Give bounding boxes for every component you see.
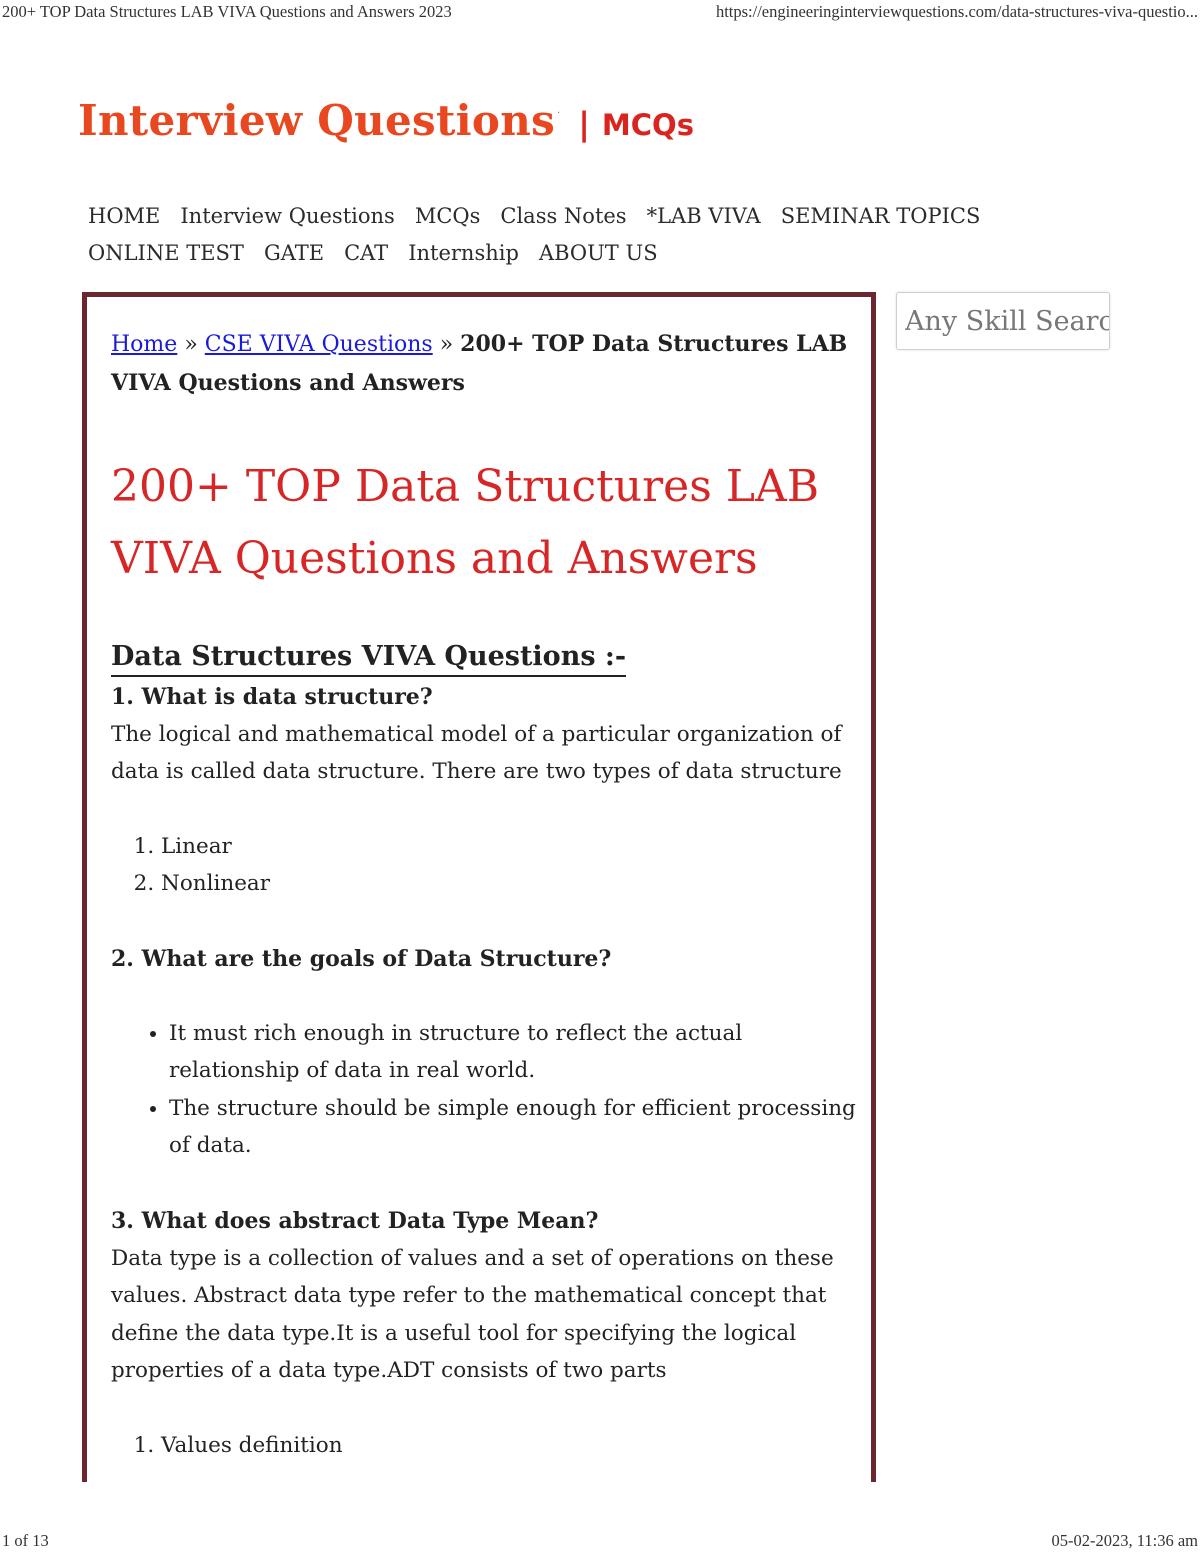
nav-item-mcqs[interactable]: MCQs	[414, 204, 481, 228]
section-heading: Data Structures VIVA Questions :-	[111, 639, 626, 677]
main-nav	[88, 198, 1078, 272]
logo-sub-text: MCQs	[601, 108, 694, 142]
nav-item-class-notes[interactable]: Class Notes	[500, 204, 627, 228]
logo-trademark: .	[557, 105, 561, 116]
list-item: • The structure should be simple enough for efficient processing of data.	[169, 1090, 871, 1165]
print-footer	[0, 1531, 1200, 1553]
nav-item-lab-viva[interactable]: *LAB VIVA	[646, 204, 761, 228]
search-input[interactable]	[897, 293, 1109, 349]
breadcrumb-current: 200+ TOP Data Structures LAB VIVA Questions and Answers	[111, 331, 848, 396]
list-item: • It must rich enough in structure to reflect the actual relationship of data in real world.	[169, 1015, 871, 1090]
nav-item-interview-questions[interactable]: Interview Questions	[180, 204, 395, 228]
question-1: 1. What is data structure?	[111, 683, 433, 710]
article-container	[82, 292, 876, 1482]
answer-2-list	[111, 1015, 871, 1165]
answer-3: Data type is a collection of values and a set of operations on these values. Abstract data type refer to the mathematical concept that define the data type.It is a useful tool for specifying the logical properties of a data type.ADT consists of two parts	[111, 1245, 834, 1383]
breadcrumb-category-link[interactable]: CSE VIVA Questions	[204, 332, 433, 357]
answer-1: The logical and mathematical model of a particular organization of data is called data structure. There are two types of data structure	[111, 721, 842, 784]
breadcrumb	[111, 325, 871, 403]
answer-1-list	[111, 828, 871, 903]
page-title: 200+ TOP Data Structures LAB VIVA Questions and Answers	[111, 461, 820, 584]
print-header	[0, 0, 1200, 24]
nav-item-cat[interactable]: CAT	[344, 241, 389, 265]
question-3: 3. What does abstract Data Type Mean?	[111, 1207, 599, 1234]
answer-3-list	[111, 1427, 871, 1465]
nav-item-internship[interactable]: Internship	[408, 241, 519, 265]
sidebar-search	[896, 292, 1110, 350]
print-page-number: 1 of 13	[2, 1531, 49, 1550]
print-header-url: https://engineeringinterviewquestions.com/data-structures-viva-questio...	[715, 2, 1198, 21]
list-item: 2. Nonlinear	[161, 865, 871, 903]
logo-separator: |	[578, 105, 590, 143]
breadcrumb-separator: »	[439, 332, 454, 357]
article-body	[111, 325, 871, 1464]
logo-main-text: Interview Questions	[78, 96, 556, 145]
question-2: 2. What are the goals of Data Structure?	[111, 945, 612, 972]
site-logo[interactable]	[78, 96, 694, 145]
breadcrumb-separator: »	[184, 332, 198, 357]
nav-item-gate[interactable]: GATE	[263, 241, 325, 265]
nav-item-about-us[interactable]: ABOUT US	[538, 241, 658, 265]
nav-item-online-test[interactable]: ONLINE TEST	[88, 241, 244, 265]
print-header-title: 200+ TOP Data Structures LAB VIVA Questions and Answers 2023	[2, 2, 452, 21]
breadcrumb-home-link[interactable]: Home	[111, 332, 178, 357]
print-datetime: 05-02-2023, 11:36 am	[1051, 1531, 1198, 1550]
nav-item-home[interactable]: HOME	[88, 204, 161, 228]
list-item: 1. Linear	[161, 828, 871, 866]
nav-item-seminar-topics[interactable]: SEMINAR TOPICS	[780, 204, 981, 228]
list-item: 1. Values definition	[161, 1427, 871, 1465]
